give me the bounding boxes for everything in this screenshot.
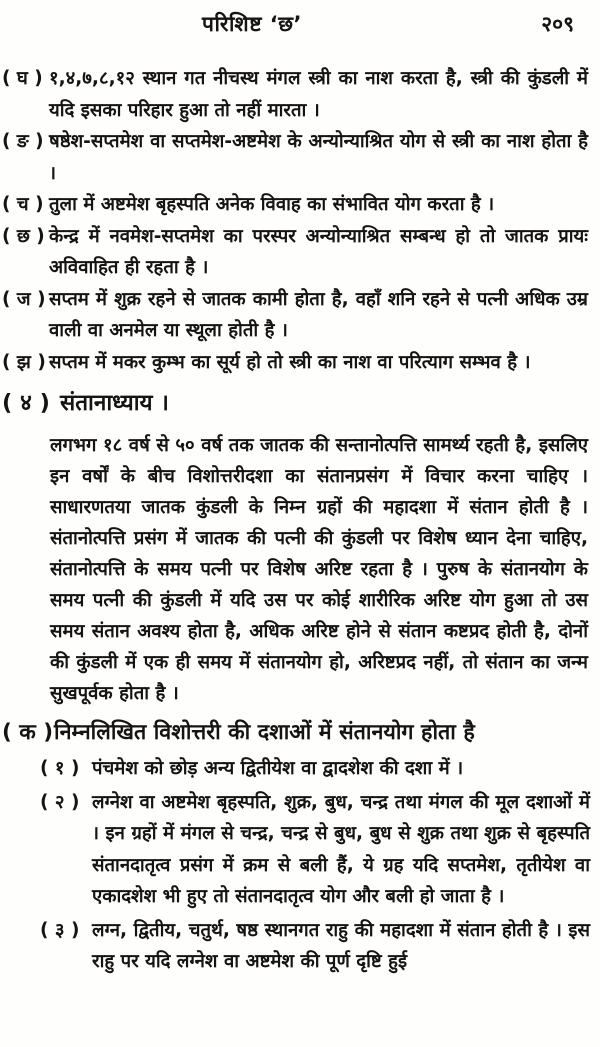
list-item	[40, 915, 592, 978]
list-item	[2, 126, 592, 189]
page-title: परिशिष्ट ‘छ’	[202, 12, 302, 36]
section-heading	[2, 385, 592, 421]
page-header	[2, 10, 592, 40]
list-item	[2, 63, 592, 126]
item-marker: ( २ )	[40, 791, 80, 813]
section-marker: ( ४ )	[2, 390, 50, 416]
lettered-list	[2, 63, 592, 378]
subsection-title: निम्नलिखित विशोत्तरी की दशाओं में संतानयोग होता है	[54, 720, 475, 745]
body-paragraph: लगभग १८ वर्ष से ५० वर्ष तक जातक की सन्तानोत्पत्ति सामर्थ्य रहती है, इसलिए इन वर्षों के बीच विशोत्तरीदशा का संतानप्रसंग में विचार करना चाहिए । साधारणतया जातक कुंडली के निम्न ग्रहों की महादशा में संतान होती है । संतानोत्पत्ति प्रसंग में जातक की पत्नी की कुंडली पर विशेष ध्यान देना चाहिए, संतानोत्पत्ति के समय पत्नी पर विशेष अरिष्ट रहता है । पुरुष के संतानयोग के समय पत्नी की कुंडली में यदि उस पर कोई शारीरिक अरिष्ट योग हुआ तो उस समय संतान अवश्य होता है, अधिक अरिष्ट होने से संतान कष्टप्रद होती है, दोनों की कुंडली में एक ही समय में संतानयोग हो, अरिष्टप्रद नहीं, तो संतान का जन्म सुखपूर्वक होता है ।	[50, 435, 588, 704]
item-text: पंचमेश को छोड़ अन्य द्वितीयेश वा द्वादशेश की दशा में ।	[92, 758, 464, 779]
list-item	[2, 284, 592, 347]
item-text: षष्ठेश-सप्तमेश वा सप्तमेश-अष्टमेश के अन्योन्याश्रित योग से स्त्री का नाश होता है ।	[49, 131, 588, 184]
numbered-list	[40, 753, 592, 978]
subsection-marker: ( क )	[2, 720, 54, 745]
list-item	[40, 787, 592, 913]
item-marker: ( ङ )	[2, 131, 44, 152]
item-marker: ( घ )	[2, 68, 43, 89]
list-item	[2, 347, 592, 379]
item-marker: ( ज )	[2, 288, 46, 310]
item-marker: ( झ )	[2, 351, 46, 373]
item-text: सप्तम में शुक्र रहने से जातक कामी होता है, वहाँ शनि रहने से पत्नी अधिक उम्र वाली वा अनमेल या स्थूला होती है ।	[49, 288, 588, 341]
item-marker: ( छ )	[2, 225, 45, 247]
item-marker: ( ३ )	[40, 919, 80, 941]
list-item	[2, 189, 592, 221]
item-text: सप्तम में मकर कुम्भ का सूर्य हो तो स्त्री का नाश वा परित्याग सम्भव है ।	[49, 351, 531, 373]
page-number: २०९	[541, 12, 574, 36]
item-text: १,४,७,८,१२ स्थान गत नीचस्थ मंगल स्त्री का नाश करता है, स्त्री की कुंडली में यदि इसका परिहार हुआ तो नहीं मारता ।	[49, 68, 588, 121]
subsection-heading	[2, 715, 592, 750]
item-text: केन्द्र में नवमेश-सप्तमेश का परस्पर अन्योन्याश्रित सम्बन्ध हो तो जातक प्रायः अविवाहित ही रहता है ।	[49, 225, 588, 278]
item-marker: ( १ )	[40, 758, 80, 779]
list-item	[2, 221, 592, 284]
section-title: संतानाध्याय ।	[60, 390, 169, 416]
item-text: लग्न, द्वितीय, चतुर्थ, षष्ठ स्थानगत राहु की महादशा में संतान होती है । इस राहु पर यदि लग्नेश वा अष्टमेश की पूर्ण दृष्टि हुई	[92, 919, 590, 972]
item-text: लग्नेश वा अष्टमेश बृहस्पति, शुक्र, बुध, चन्द्र तथा मंगल की मूल दशाओं में । इन ग्रहों में मंगल से चन्द्र, चन्द्र से बुध, बुध से शुक्र तथा शुक्र से बृहस्पति संतानदातृत्व प्रसंग में क्रम से बली हैं, ये ग्रह यदि सप्तमेश, तृतीयेश वा एकादशेश भी हुए तो संतानदातृत्व योग और बली हो जाता है ।	[92, 791, 590, 907]
list-item	[40, 753, 592, 785]
item-text: तुला में अष्टमेश बृहस्पति अनेक विवाह का संभावित योग करता है ।	[49, 194, 495, 215]
item-marker: ( च )	[2, 194, 44, 215]
